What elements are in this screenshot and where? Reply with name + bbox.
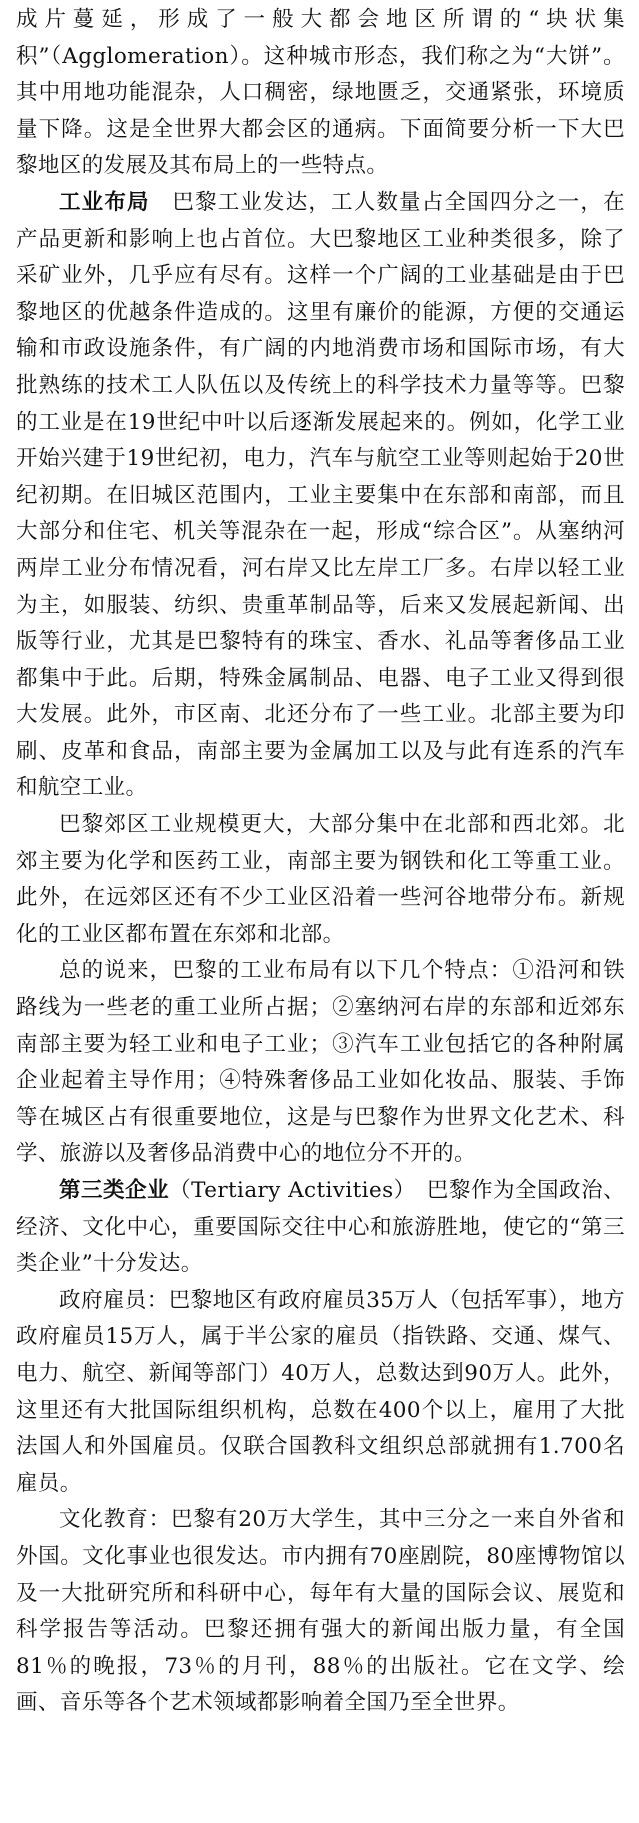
paragraph-government-employees — [16, 1283, 625, 1503]
paragraph-intro — [16, 2, 625, 185]
section-heading-tertiary: 第三类企业 — [59, 1178, 170, 1203]
paragraph-text: 总的说来，巴黎的工业布局有以下几个特点：①沿河和铁路线为一些老的重工业所占据；②塞纳河右岸的东部和近郊东南部主要为轻工业和电子工业；③汽车工业包括它的各种附属企业起着主导作用；④特殊奢侈品工业如化妆品、服装、手饰等在城区占有很重要地位，这是与巴黎作为世界文化艺术、科学、旅游以及奢侈品消费中心的地位分不开的。 — [16, 958, 625, 1167]
paragraph-text: （Tertiary Activities） 巴黎作为全国政治、经济、文化中心，重要国际交往中心和旅游胜地，使它的“第三类企业”十分发达。 — [16, 1178, 625, 1277]
paragraph-industry-features — [16, 953, 625, 1173]
paragraph-text: 巴黎郊区工业规模更大，大部分集中在北部和西北郊。北郊主要为化学和医药工业，南部主要为钢铁和化工等重工业。此外，在远郊区还有不少工业区沿着一些河谷地带分布。新规化的工业区都布置在东郊和北部。 — [16, 812, 625, 947]
paragraph-text: 文化教育：巴黎有20万大学生，其中三分之一来自外省和外国。文化事业也很发达。市内拥有70座剧院，80座博物馆以及一大批研究所和科研中心，每年有大量的国际会议、展览和科学报告等活动。巴黎还拥有强大的新闻出版力量，有全国81％的晚报，73％的月刊，88％的出版社。它在文学、绘画、音乐等各个艺术领域都影响着全国乃至全世界。 — [16, 1507, 625, 1716]
paragraph-suburban-industry — [16, 807, 625, 953]
paragraph-text: 成片蔓延，形成了一般大都会地区所谓的“块状集积”（Agglomeration）。这种城市形态，我们称之为“大饼”。其中用地功能混杂，人口稠密，绿地匮乏，交通紧张，环境质量下降。这是全世界大都会区的通病。下面简要分析一下大巴黎地区的发展及其布局上的一些特点。 — [16, 7, 625, 179]
paragraph-text: 巴黎工业发达，工人数量占全国四分之一，在产品更新和影响上也占首位。大巴黎地区工业种类很多，除了采矿业外，几乎应有尽有。这样一个广阔的工业基础是由于巴黎地区的优越条件造成的。这里有廉价的能源，方便的交通运输和市政设施条件，有广阔的内地消费市场和国际市场，有大批熟练的技术工人队伍以及传统上的科学技术力量等等。巴黎的工业是在19世纪中叶以后逐渐发展起来的。例如，化学工业开始兴建于19世纪初，电力，汽车与航空工业等则起始于20世纪初期。在旧城区范围内，工业主要集中在东部和南部，而且大部分和住宅、机关等混杂在一起，形成“综合区”。从塞纳河两岸工业分布情况看，河右岸又比左岸工厂多。右岸以轻工业为主，如服装、纺织、贵重革制品等，后来又发展起新闻、出版等行业，尤其是巴黎特有的珠宝、香水、礼品等奢侈品工业都集中于此。后期，特殊金属制品、电器、电子工业又得到很大发展。此外，市区南、北还分布了一些工业。北部主要为印刷、皮革和食品，南部主要为金属加工以及与此有连系的汽车和航空工业。 — [16, 189, 625, 801]
paragraph-industrial-layout — [16, 185, 625, 807]
paragraph-culture-education — [16, 1502, 625, 1722]
paragraph-tertiary-activities — [16, 1173, 625, 1283]
paragraph-text: 政府雇员：巴黎地区有政府雇员35万人（包括军事），地方政府雇员15万人，属于半公家的雇员（指铁路、交通、煤气、电力、航空、新闻等部门）40万人，总数达到90万人。此外，这里还有大批国际组织机构，总数在400个以上，雇用了大批法国人和外国雇员。仅联合国教科文组织总部就拥有1.700名雇员。 — [16, 1287, 625, 1496]
section-heading-industrial-layout: 工业布局 — [59, 189, 150, 215]
